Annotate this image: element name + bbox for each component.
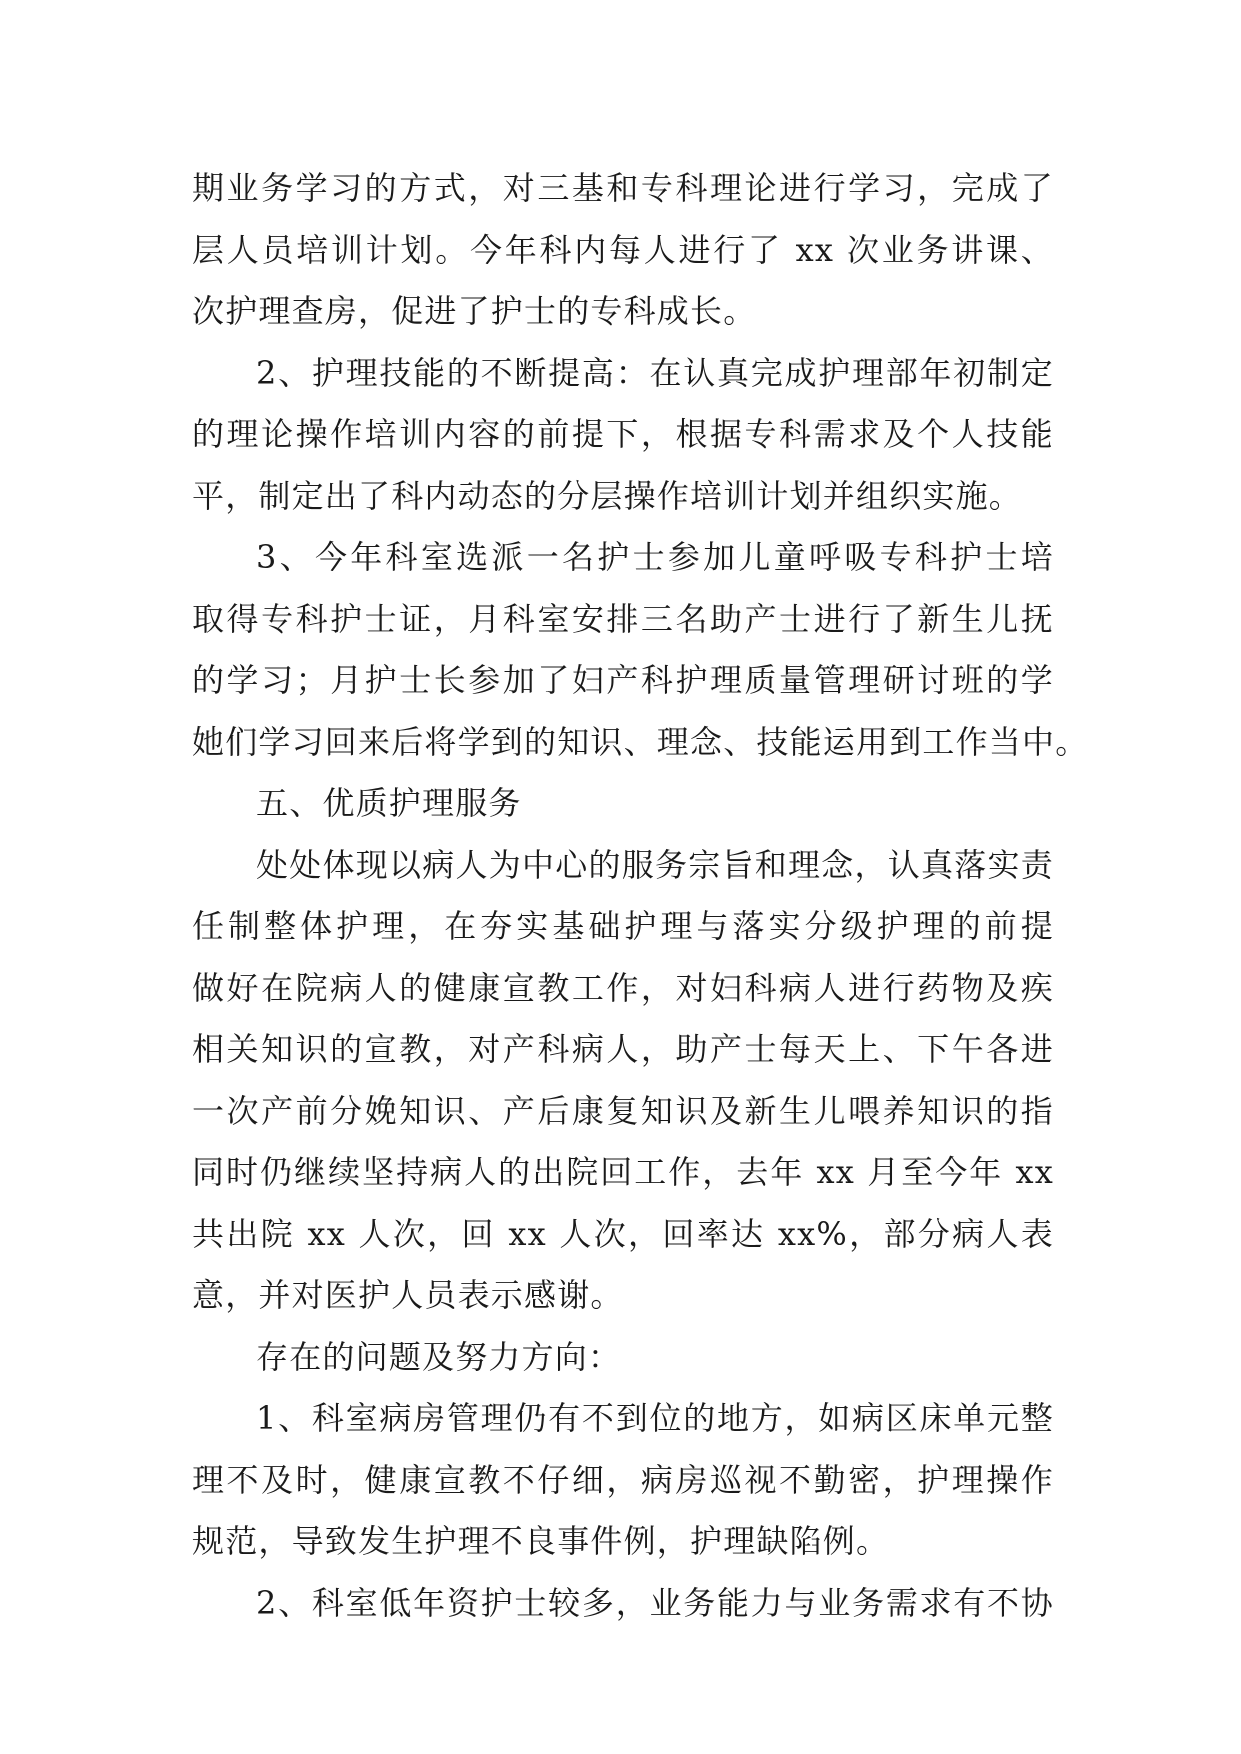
- text-line-15: 相关知识的宣教，对产科病人，助产士每天上、下午各进: [192, 1030, 1054, 1068]
- text-line-16: 一次产前分娩知识、产后康复知识及新生儿喂养知识的指: [192, 1091, 1054, 1130]
- text-line-1: 期业务学习的方式，对三基和专科理论进行学习，完成了: [192, 169, 1054, 207]
- text-line-13: 任制整体护理，在夯实基础护理与落实分级护理的前提: [192, 907, 1054, 945]
- text-line-6: 平，制定出了科内动态的分层操作培训计划并组织实施。: [192, 476, 1023, 515]
- text-line-12: 处处体现以病人为中心的服务宗旨和理念，认真落实责: [256, 845, 1054, 884]
- text-line-17: 同时仍继续坚持病人的出院回工作，去年 xx 月至今年 xx: [192, 1153, 1054, 1191]
- text-line-18: 共出院 xx 人次，回 xx 人次，回率达 xx%，部分病人表: [192, 1214, 1054, 1253]
- text-line-21: 1、科室病房管理仍有不到位的地方，如病区床单元整: [256, 1399, 1054, 1437]
- subsection-heading: 存在的问题及努力方向：: [256, 1337, 622, 1376]
- text-line-14: 做好在院病人的健康宣教工作，对妇科病人进行药物及疾: [192, 968, 1054, 1007]
- text-line-24: 2、科室低年资护士较多，业务能力与业务需求有不协: [256, 1583, 1054, 1622]
- text-line-19: 意，并对医护人员表示感谢。: [192, 1276, 624, 1314]
- text-line-4: 2、护理技能的不断提高：在认真完成护理部年初制定: [256, 353, 1054, 392]
- text-line-7: 3、今年科室选派一名护士参加儿童呼吸专科护士培: [256, 538, 1054, 576]
- section-heading: 五、优质护理服务: [256, 784, 522, 822]
- text-line-8: 取得专科护士证，月科室安排三名助产士进行了新生儿抚: [192, 599, 1054, 638]
- text-line-5: 的理论操作培训内容的前提下，根据专科需求及个人技能: [192, 415, 1054, 453]
- text-line-22: 理不及时，健康宣教不仔细，病房巡视不勤密，护理操作: [192, 1460, 1054, 1499]
- text-line-23: 规范，导致发生护理不良事件例，护理缺陷例。: [192, 1522, 890, 1560]
- text-line-9: 的学习；月护士长参加了妇产科护理质量管理研讨班的学: [192, 661, 1054, 699]
- text-line-3: 次护理查房，促进了护士的专科成长。: [192, 292, 757, 330]
- text-line-2: 层人员培训计划。今年科内每人进行了 xx 次业务讲课、: [192, 230, 1054, 269]
- document-body: [192, 158, 1089, 1634]
- text-line-10: 她们学习回来后将学到的知识、理念、技能运用到工作当中。: [192, 722, 1089, 761]
